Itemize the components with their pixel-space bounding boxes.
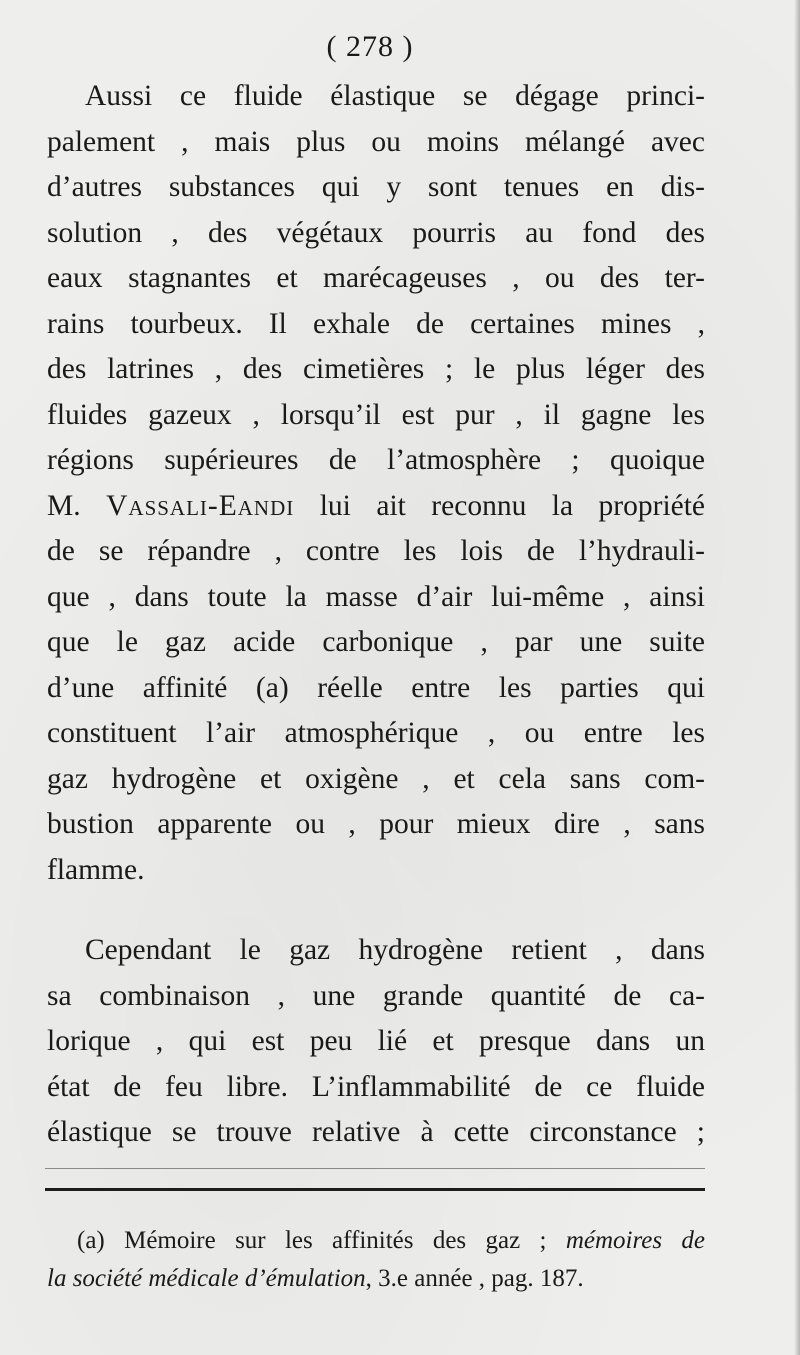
text-line: rains tourbeux. Il exhale de certaines mines , [47,307,705,340]
text-line: sa combinaison , une grande quantité de ca- [47,979,705,1012]
text-line: état de feu libre. L’inflammabilité de ce fluide [47,1070,705,1103]
paragraph-2 [47,928,705,1156]
footnote-line [47,1260,705,1298]
text-line: palement , mais plus ou moins mélangé avec [47,125,705,158]
page-edge-shadow [794,0,800,1355]
footnote-divider [45,1188,705,1191]
footnote-text: , 3.e année , pag. 187. [365,1265,584,1292]
text-line: constituent l’air atmosphérique , ou entre les [47,717,705,749]
text-line: des latrines , des cimetières ; le plus léger des [47,353,705,385]
page-number: ( 278 ) [326,30,414,63]
text-line: bustion apparente ou , pour mieux dire , sans [47,808,705,840]
thin-divider [45,1168,705,1169]
text-line: Cependant le gaz hydrogène retient , dans [85,934,705,966]
text-line-with-name [47,484,705,530]
text-line: de se répandre , contre les lois de l’hydrauli- [47,535,705,567]
author-name: Vassali-Eandi [106,489,295,522]
text-line: élastique se trouve relative à cette circonstance ; [47,1116,705,1148]
text-line: que le gaz acide carbonique , par une suite [47,626,705,658]
text-line: Aussi ce fluide élastique se dégage princi- [85,80,705,112]
text-line: eaux stagnantes et marécageuses , ou des ter- [47,262,705,294]
footnote [47,1222,705,1298]
text-line: gaz hydrogène et oxigène , et cela sans com- [47,762,705,795]
footnote-italic: mémoires de [565,1227,706,1254]
text-line: lorique , qui est peu lié et presque dans un [47,1025,705,1057]
footnote-italic: la société médicale d’émulation [47,1265,366,1292]
footnote-line [47,1222,705,1260]
footnote-text: Mémoire sur les affinités des gaz ; [124,1227,547,1254]
text-line: flamme. [47,853,145,886]
text-fragment: lui ait reconnu la propriété [319,489,706,522]
text-line: fluides gazeux , lorsqu’il est pur , il gagne les [47,398,705,431]
text-line: que , dans toute la masse d’air lui-même , ainsi [47,580,705,613]
footnote-marker: (a) [77,1227,105,1254]
paragraph-1 [47,74,705,893]
text-line: solution , des végétaux pourris au fond des [47,216,705,249]
text-line: d’une affinité (a) réelle entre les parties qui [47,671,705,704]
text-line: régions supérieures de l’atmosphère ; quoique [47,444,705,476]
text-line: d’autres substances qui y sont tenues en dis- [47,171,705,203]
text-fragment: M. [47,489,81,522]
